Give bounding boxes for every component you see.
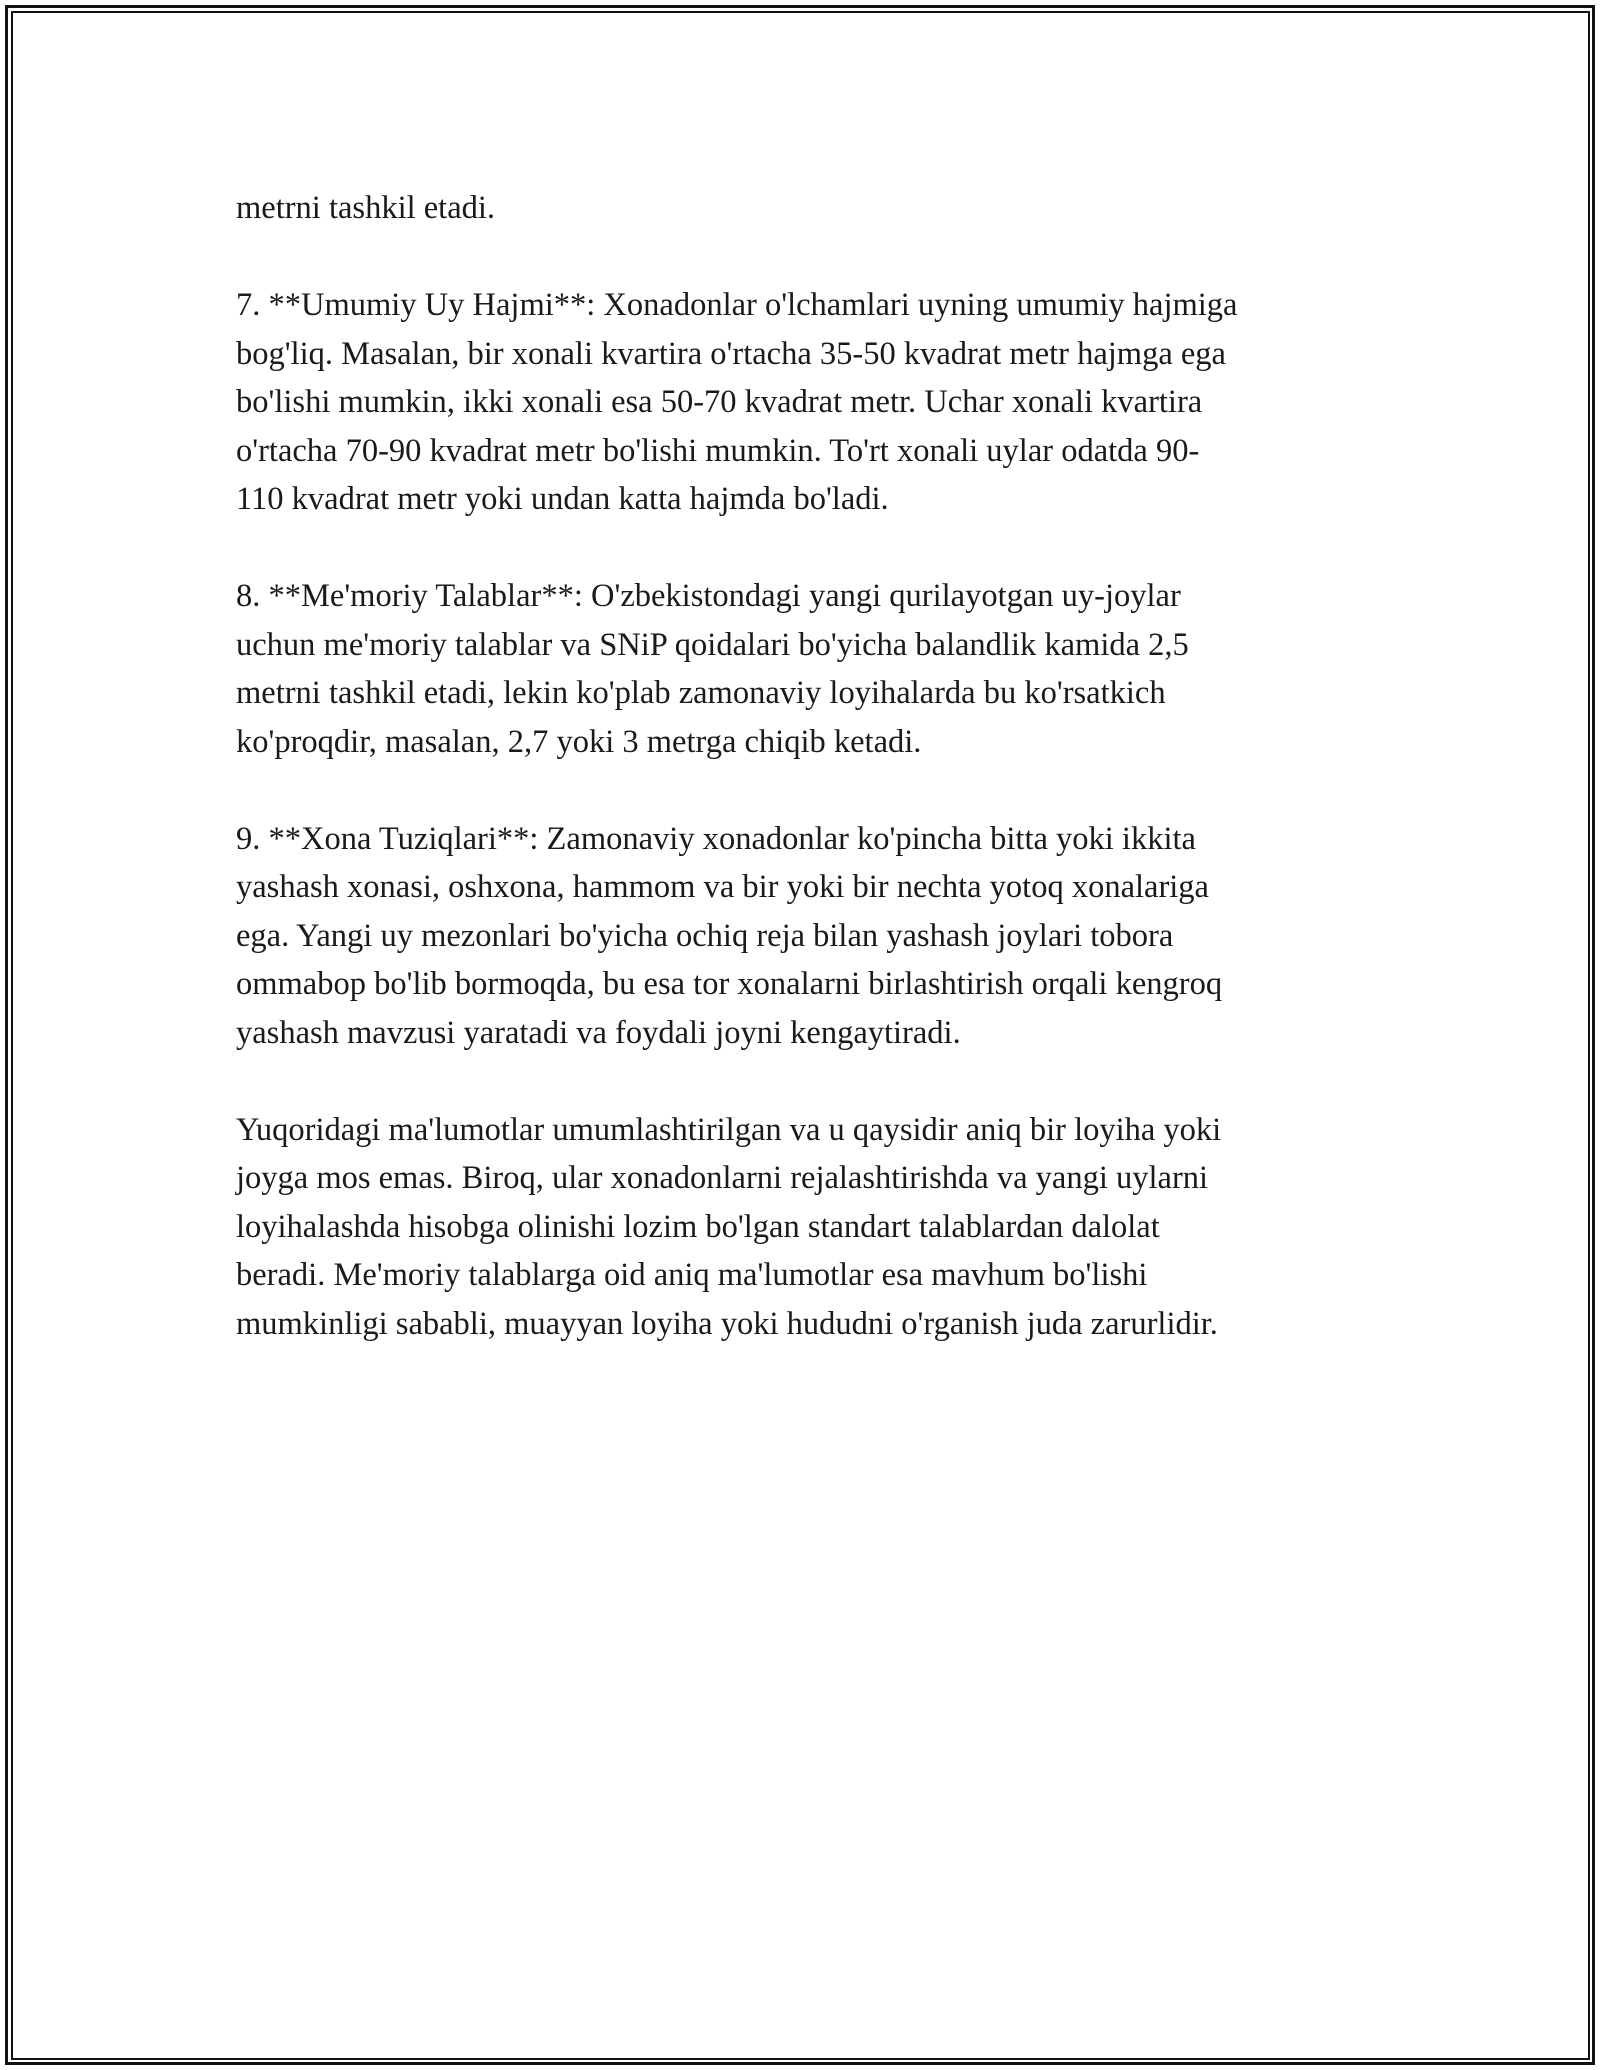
text-line: metrni tashkil etadi, lekin ko'plab zamonaviy loyihalarda bu ko'rsatkich: [236, 675, 1166, 711]
paragraph-item-7: [236, 281, 1376, 524]
text-line: ko'proqdir, masalan, 2,7 yoki 3 metrga chiqib ketadi.: [236, 723, 922, 760]
text-line: loyihalashda hisobga olinishi lozim bo'lgan standart talablardan dalolat: [236, 1208, 1160, 1245]
text-line: yashash mavzusi yaratadi va foydali joyni kengaytiradi.: [236, 1014, 961, 1051]
paragraph-item-9: [236, 815, 1376, 1058]
paragraph-continuation: [236, 184, 1376, 233]
text-line: ega. Yangi uy mezonlari bo'yicha ochiq reja bilan yashash joylari tobora: [236, 917, 1174, 954]
text-line: Yuqoridagi ma'lumotlar umumlashtirilgan va u qaysidir aniq bir loyiha yoki: [236, 1111, 1222, 1148]
text-line: metrni tashkil etadi.: [236, 190, 496, 226]
paragraph-item-8: [236, 572, 1376, 766]
text-line: ommabop bo'lib bormoqda, bu esa tor xonalarni birlashtirish orqali kengroq: [236, 966, 1223, 1002]
text-line: bog'liq. Masalan, bir xonali kvartira o'rtacha 35-50 kvadrat metr hajmga ega: [236, 335, 1226, 372]
text-line: joyga mos emas. Biroq, ular xonadonlarni rejalashtirishda va yangi uylarni: [236, 1160, 1209, 1196]
text-line: beradi. Me'moriy talablarga oid aniq ma'lumotlar esa mavhum bo'lishi: [236, 1257, 1148, 1293]
text-line: o'rtacha 70-90 kvadrat metr bo'lishi mumkin. To'rt xonali uylar odatda 90-: [236, 432, 1200, 469]
text-line: bo'lishi mumkin, ikki xonali esa 50-70 kvadrat metr. Uchar xonali kvartira: [236, 384, 1203, 420]
text-line: 9. **Xona Tuziqlari**: Zamonaviy xonadonlar ko'pincha bitta yoki ikkita: [236, 820, 1196, 857]
text-line: uchun me'moriy talablar va SNiP qoidalari bo'yicha balandlik kamida 2,5: [236, 626, 1189, 663]
text-line: 110 kvadrat metr yoki undan katta hajmda bo'ladi.: [236, 481, 889, 517]
paragraph-conclusion: [236, 1106, 1376, 1349]
text-line: mumkinligi sababli, muayyan loyiha yoki hududni o'rganish juda zarurlidir.: [236, 1305, 1218, 1342]
text-line: yashash xonasi, oshxona, hammom va bir yoki bir nechta yotoq xonalariga: [236, 869, 1209, 905]
text-line: 8. **Me'moriy Talablar**: O'zbekistondagi yangi qurilayotgan uy-joylar: [236, 578, 1181, 614]
text-line: 7. **Umumiy Uy Hajmi**: Xonadonlar o'lchamlari uyning umumiy hajmiga: [236, 287, 1238, 323]
document-body: [236, 184, 1376, 1397]
